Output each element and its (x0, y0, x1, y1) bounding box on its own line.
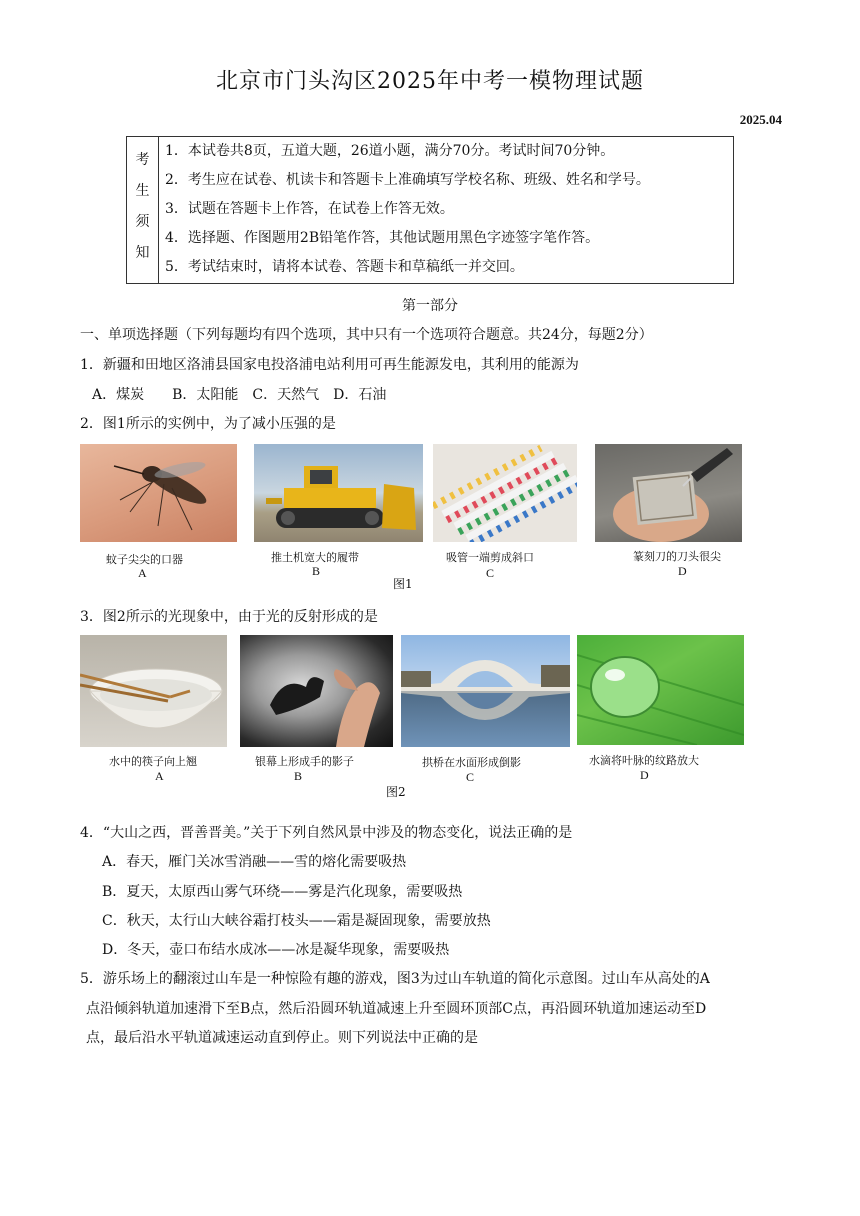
question-2-stem: 2．图1所示的实例中，为了减小压强的是 (80, 416, 336, 432)
question-1-stem: 1．新疆和田地区洛浦县国家电投洛浦电站利用可再生能源发电，其利用的能源为 (80, 357, 579, 373)
question-5-line: 点，最后沿水平轨道减速运动直到停止。则下列说法中正确的是 (86, 1030, 478, 1046)
notice-box (126, 136, 734, 284)
side-char: 考 (135, 152, 150, 168)
bridge-photo (401, 635, 570, 747)
caption: 银幕上形成手的影子 (255, 755, 354, 768)
section-heading: 一、单项选择题（下列每题均有四个选项，其中只有一个选项符合题意。共24分，每题2分） (80, 327, 653, 343)
option-letter: A (138, 566, 147, 580)
option-letter: D (640, 768, 649, 782)
caption: 水滴将叶脉的纹路放大 (589, 754, 699, 767)
notice-item: 3．试题在答题卡上作答，在试卷上作答无效。 (165, 201, 454, 217)
straws-photo (433, 444, 577, 542)
figure-2-label: 图2 (386, 785, 406, 799)
figure-1-label: 图1 (393, 577, 413, 591)
option-letter: D (678, 564, 687, 578)
side-char: 生 (135, 183, 150, 199)
page-title: 北京市门头沟区2025年中考一模物理试题 (216, 69, 644, 94)
exam-date: 2025.04 (739, 112, 782, 127)
question-4-option: A．春天，雁门关冰雪消融——雪的熔化需要吸热 (102, 854, 407, 870)
question-4-stem: 4．“大山之西，晋善晋美。”关于下列自然风景中涉及的物态变化，说法正确的是 (80, 825, 573, 841)
notice-item: 1．本试卷共8页，五道大题，26道小题，满分70分。考试时间70分钟。 (165, 143, 615, 159)
question-4-option: B．夏天，太原西山雾气环绕——雾是汽化现象，需要吸热 (102, 884, 463, 900)
caption: 篆刻刀的刀头很尖 (633, 550, 721, 563)
bowl-photo (80, 635, 227, 747)
side-char: 知 (135, 245, 150, 261)
mosquito-photo (80, 444, 237, 542)
part-heading: 第一部分 (402, 298, 458, 314)
notice-item: 2．考生应在试卷、机读卡和答题卡上准确填写学校名称、班级、姓名和学号。 (165, 172, 650, 188)
question-4-option: D．冬天，壶口布结水成冰——冰是凝华现象，需要吸热 (102, 942, 450, 958)
question-4-option: C．秋天，太行山大峡谷霜打枝头——霜是凝固现象，需要放热 (102, 913, 491, 929)
water-drop-photo (577, 635, 744, 745)
carving-photo (595, 444, 742, 542)
notice-item: 4．选择题、作图题用2B铅笔作答，其他试题用黑色字迹签字笔作答。 (165, 230, 600, 246)
option-letter: B (294, 769, 303, 783)
caption: 吸管一端剪成斜口 (446, 551, 534, 564)
notice-item: 5．考试结束时，请将本试卷、答题卡和草稿纸一并交回。 (165, 259, 524, 275)
option-letter: C (466, 770, 475, 784)
caption: 拱桥在水面形成倒影 (422, 756, 521, 769)
option-letter: B (312, 564, 321, 578)
side-char: 须 (135, 214, 150, 230)
question-5-line: 点沿倾斜轨道加速滑下至B点，然后沿圆环轨道减速上升至圆环顶部C点，再沿圆环轨道加速运动至D (86, 1001, 707, 1017)
hand-shadow-photo (240, 635, 393, 747)
option-letter: C (486, 566, 495, 580)
notice-side-label (127, 137, 159, 283)
question-1-options: A．煤炭 B．太阳能 C．天然气 D．石油 (92, 387, 387, 403)
caption: 水中的筷子向上翘 (109, 755, 197, 768)
question-3-stem: 3．图2所示的光现象中，由于光的反射形成的是 (80, 609, 378, 625)
option-letter: A (155, 769, 164, 783)
question-5-line: 5．游乐场上的翻滚过山车是一种惊险有趣的游戏，图3为过山车轨道的简化示意图。过山车从高处的A (80, 971, 710, 987)
caption: 蚊子尖尖的口器 (106, 553, 183, 566)
caption: 推土机宽大的履带 (271, 551, 359, 564)
bulldozer-photo (254, 444, 423, 542)
